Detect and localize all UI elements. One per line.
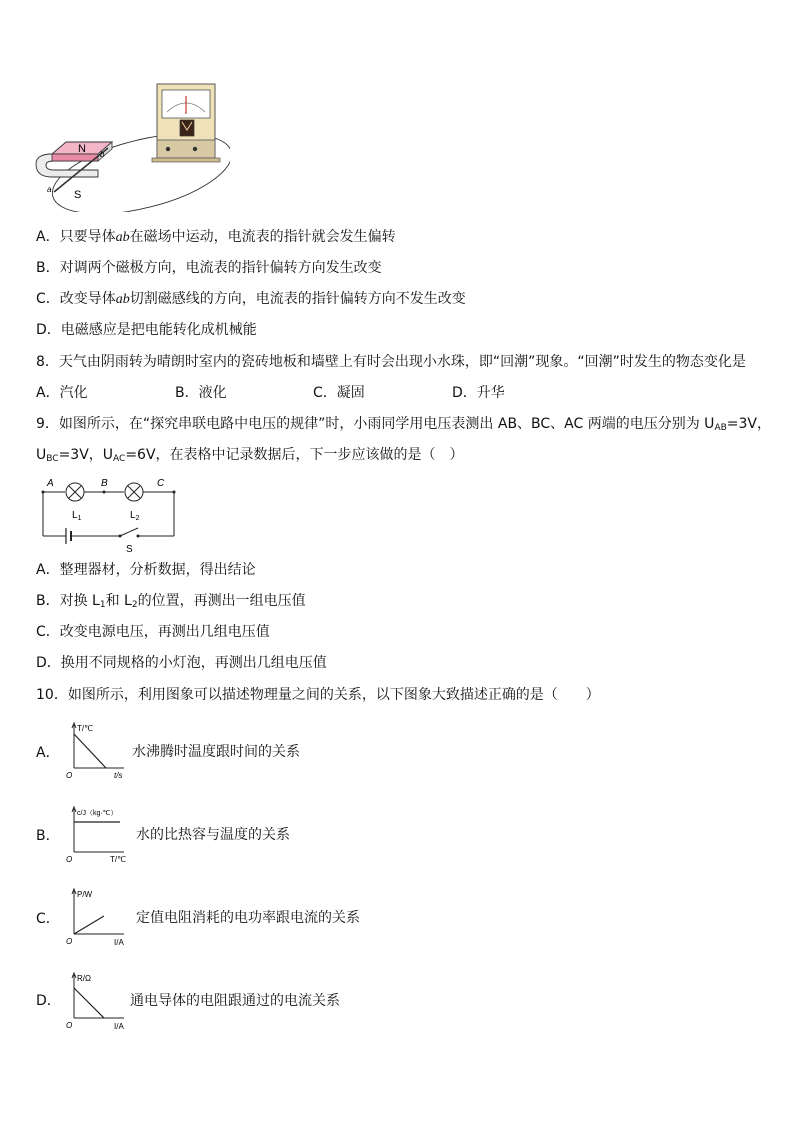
y-axis-label: P/W [77, 890, 93, 899]
lamp-l2-label: $L_2$ [130, 510, 140, 522]
q10-option-b-desc: 水的比热容与温度的关系 [136, 827, 290, 843]
node-a-label: A [47, 478, 54, 489]
y-axis-label: T/℃ [77, 724, 94, 733]
q10-graph-a [62, 720, 134, 782]
q9-stem-line2 [36, 445, 464, 469]
option-label: A． [36, 385, 60, 401]
q8-option-d[interactable] [452, 383, 505, 403]
subscript-1: 1 [99, 600, 106, 610]
option-text: 的位置，再测出一组电压值 [137, 593, 306, 609]
option-text: 对调两个磁极方向，电流表的指针偏转方向发生改变 [59, 260, 382, 276]
q8-option-a[interactable] [36, 383, 88, 403]
q10-stem: 10．如图所示，利用图象可以描述物理量之间的关系，以下图象大致描述正确的是（ ） [36, 687, 600, 703]
subscript-ac: AC [113, 454, 126, 464]
option-label: D． [452, 385, 477, 401]
stem-text: =3V，U [58, 447, 114, 463]
x-axis-label: T/℃ [110, 855, 127, 864]
pole-n-label: N [78, 143, 86, 155]
q7-option-b[interactable] [36, 258, 382, 278]
q10-option-d-label[interactable]: D． [36, 993, 61, 1009]
option-label: C． [313, 385, 337, 401]
q9-option-d[interactable]: D．换用不同规格的小灯泡，再测出几组电压值 [36, 655, 327, 671]
q10-graph-d [62, 970, 134, 1032]
y-axis-label: R/Ω [77, 974, 91, 983]
q10-option-a-label[interactable]: A． [36, 745, 60, 761]
x-axis-label: t/s [114, 771, 123, 780]
option-text: 凝固 [336, 385, 365, 401]
q8-stem: 8．天气由阴雨转为晴朗时室内的瓷砖地板和墙壁上有时会出现小水珠，即“回潮”现象。“回潮”时发生的物态变化是 [36, 354, 746, 370]
option-label: A． [36, 229, 60, 245]
node-b-label: B [101, 478, 108, 489]
q10-option-c-desc: 定值电阻消耗的电功率跟电流的关系 [136, 910, 360, 926]
lamp-l1-label: $L_1$ [72, 510, 82, 522]
q10-graph-c [62, 886, 134, 948]
q8-option-c[interactable] [313, 383, 365, 403]
q7-option-a[interactable] [36, 227, 396, 248]
origin-label: O [66, 1021, 73, 1030]
point-b-label: b [100, 150, 105, 159]
x-axis-label: I/A [114, 1022, 124, 1031]
subscript-bc: BC [46, 454, 59, 464]
point-a-label: a [47, 185, 52, 194]
option-label: C． [36, 291, 60, 307]
q10-graph-b [62, 804, 134, 866]
option-label: B． [36, 260, 60, 276]
pole-s-label: S [74, 189, 82, 201]
q10-option-b-label[interactable]: B． [36, 828, 60, 844]
q10-option-a-desc: 水沸腾时温度跟时间的关系 [132, 744, 300, 760]
q8-option-b[interactable] [175, 383, 227, 403]
variable-ab: ab [115, 230, 130, 245]
origin-label: O [66, 771, 73, 780]
switch-s-label: S [126, 544, 133, 554]
q10-option-c-label[interactable]: C． [36, 911, 60, 927]
option-text: 只要导体 [59, 229, 116, 245]
x-axis-label: I/A [114, 938, 124, 947]
origin-label: O [66, 937, 73, 946]
stem-text: =3V， [726, 416, 771, 432]
option-text-rest: 切割磁感线的方向，电流表的指针偏转方向不发生改变 [129, 291, 466, 307]
origin-label: O [66, 855, 73, 864]
option-text: 改变导体 [59, 291, 116, 307]
q10-option-d-desc: 通电导体的电阻跟通过的电流关系 [130, 993, 340, 1009]
q7-option-d[interactable] [36, 320, 257, 340]
option-text: 汽化 [59, 385, 88, 401]
option-text: 升华 [476, 385, 505, 401]
stem-text: =6V，在表格中记录数据后，下一步应该做的是（ ） [125, 447, 464, 463]
option-text: 和 L [105, 593, 132, 609]
option-label: D． [36, 322, 61, 338]
q9-stem-line1 [36, 414, 771, 438]
q9-option-b[interactable] [36, 591, 306, 615]
subscript-ab: AB [714, 423, 727, 433]
variable-ab: ab [115, 292, 130, 307]
option-text: 电磁感应是把电能转化成机械能 [60, 322, 257, 338]
option-text: B．对换 L [36, 593, 100, 609]
q7-option-c[interactable] [36, 289, 466, 310]
option-text-rest: 在磁场中运动，电流表的指针就会发生偏转 [129, 229, 396, 245]
induction-figure [30, 82, 230, 212]
option-label: B． [175, 385, 199, 401]
q9-option-c[interactable]: C．改变电源电压，再测出几组电压值 [36, 624, 270, 640]
series-circuit-diagram [38, 474, 183, 554]
node-c-label: C [157, 478, 165, 489]
q9-option-a[interactable]: A．整理器材，分析数据，得出结论 [36, 562, 256, 578]
stem-text: 9．如图所示，在“探究串联电路中电压的规律”时，小雨同学用电压表测出 AB、BC、AC 两端的电压分别为 U [36, 416, 715, 432]
subscript-2: 2 [131, 600, 138, 610]
y-axis-label: c/J（kg·℃） [77, 810, 118, 817]
option-text: 液化 [198, 385, 227, 401]
stem-text: U [36, 447, 47, 463]
